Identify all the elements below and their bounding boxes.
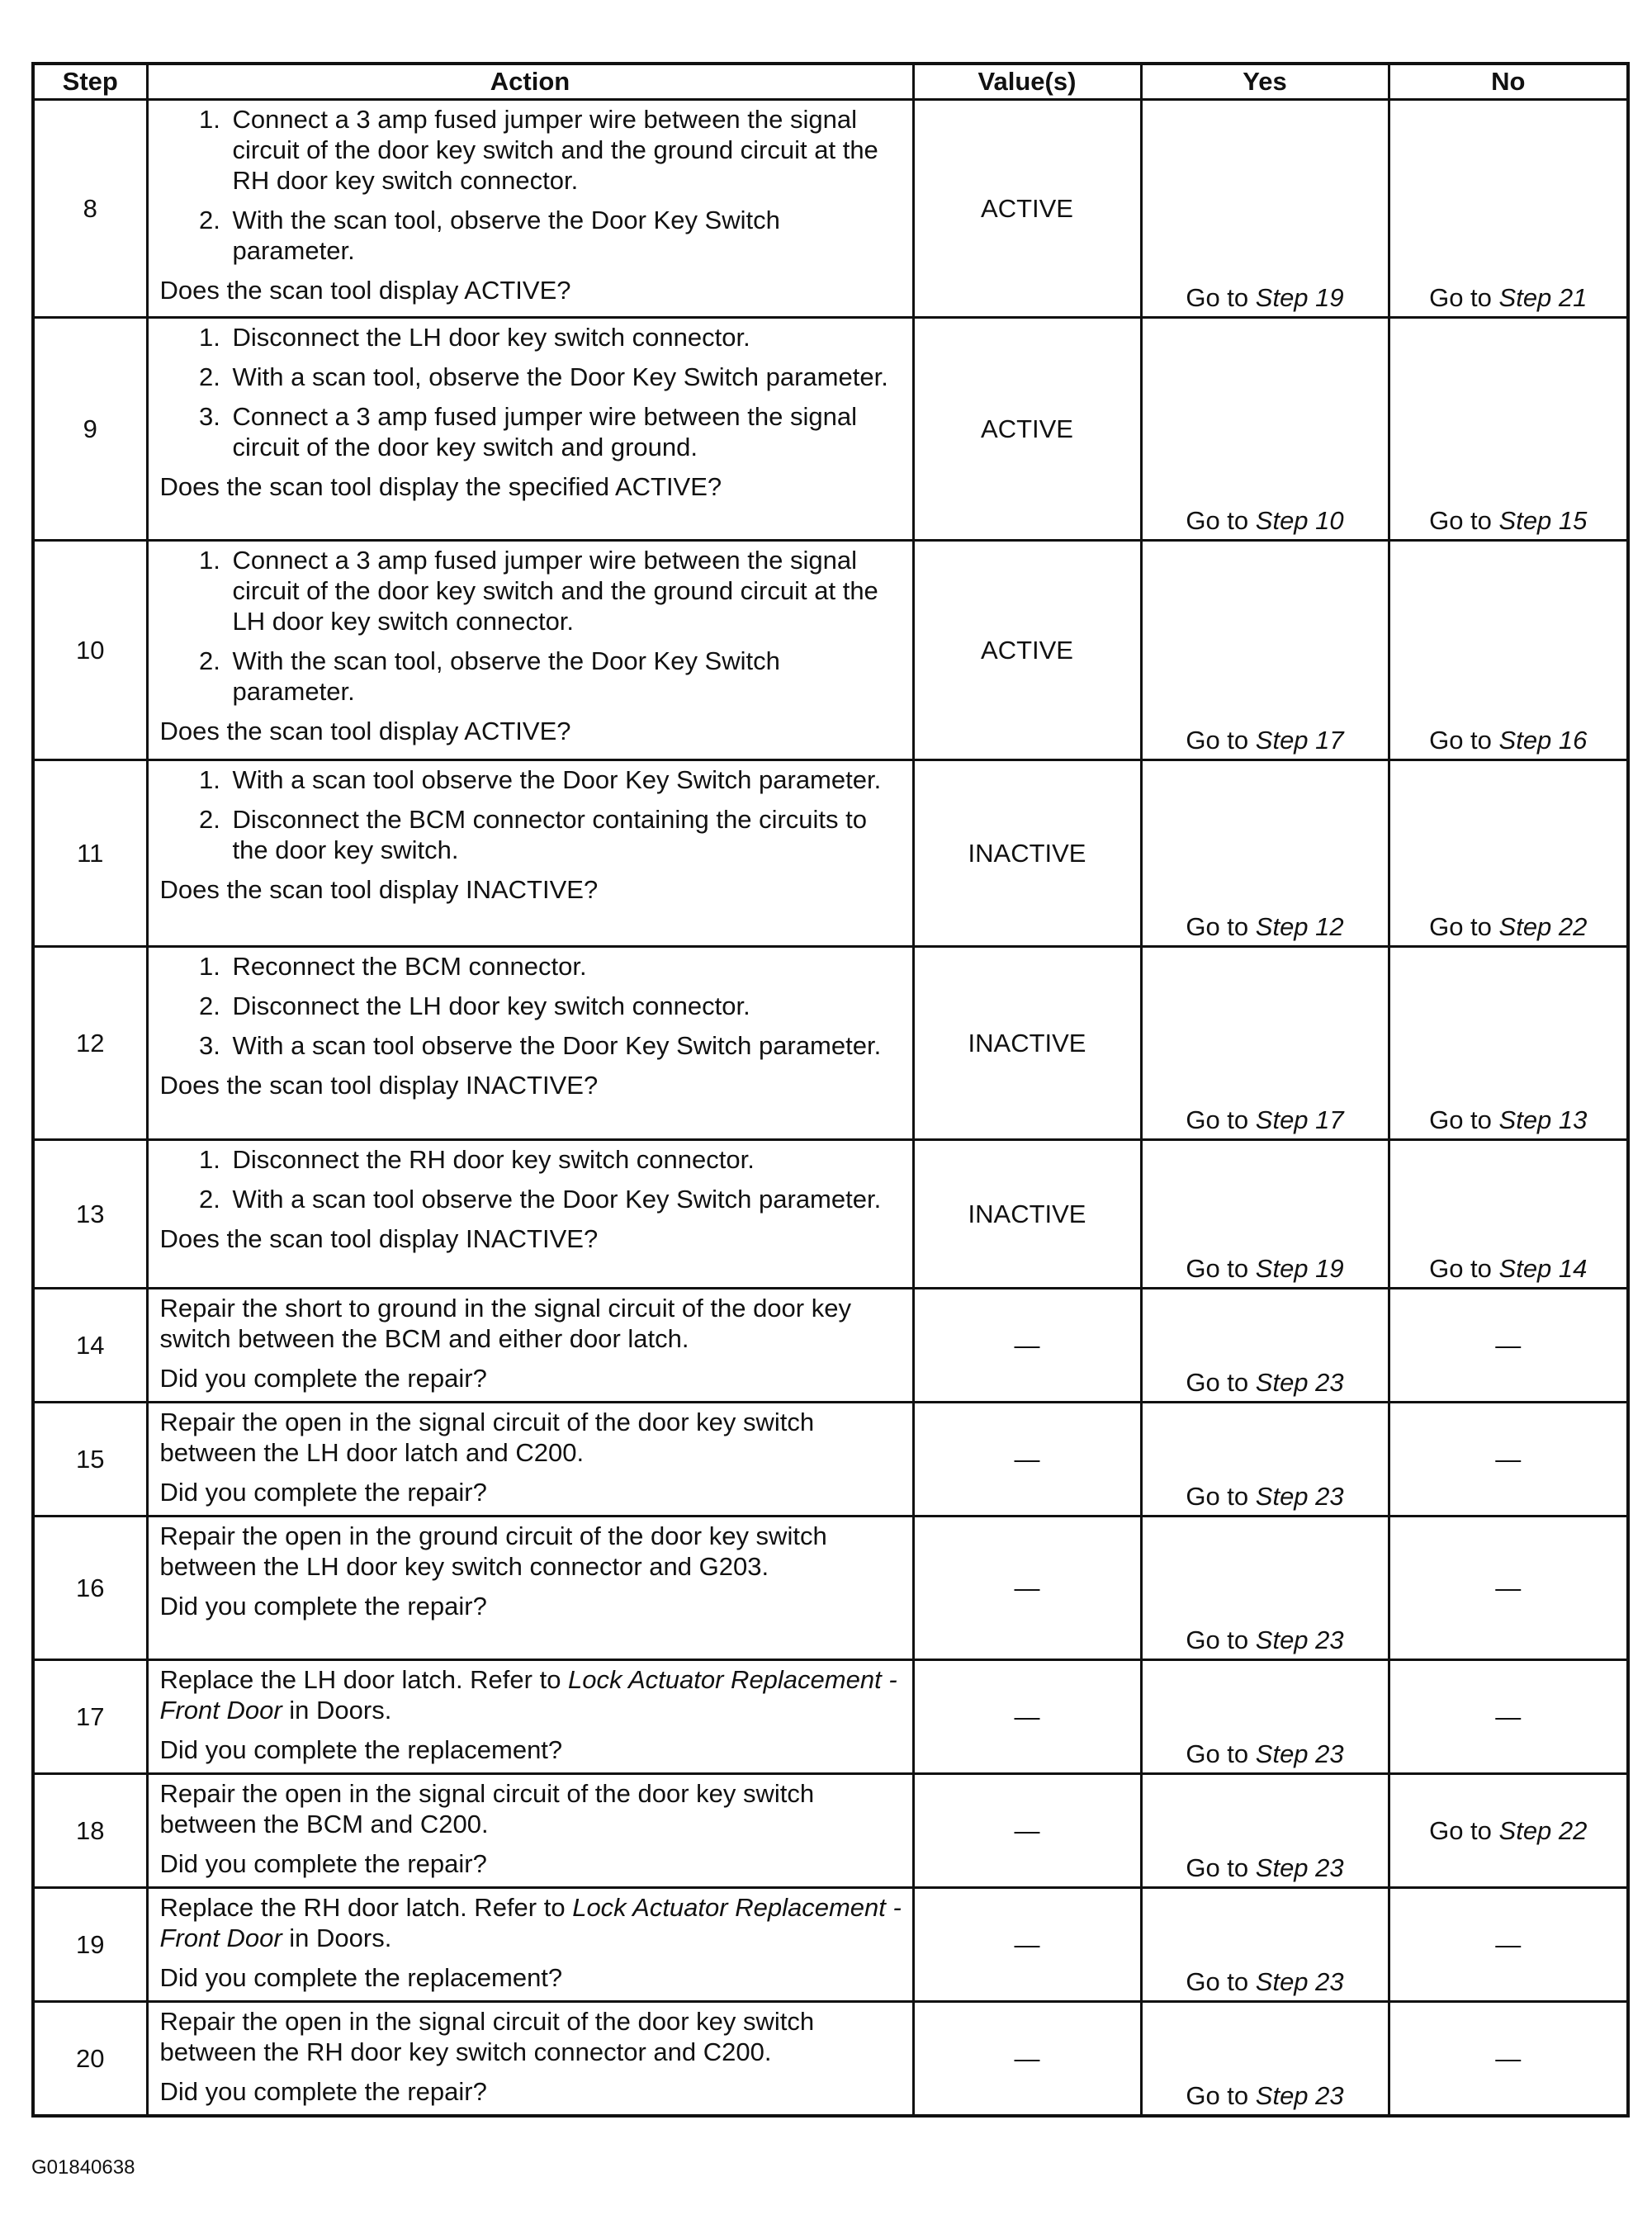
yes-cell <box>1141 1660 1389 1774</box>
table-body <box>33 100 1628 2116</box>
action-step: 1. Disconnect the LH door key switch connector. <box>228 322 904 353</box>
step-number: 15 <box>33 1403 147 1517</box>
action-cell <box>147 947 913 1140</box>
action-question: Does the scan tool display INACTIVE? <box>159 875 599 904</box>
table-row <box>33 947 1628 1140</box>
step-number: 13 <box>33 1140 147 1289</box>
table-row <box>33 1888 1628 2002</box>
header-no: No <box>1389 64 1628 100</box>
goto-text: Go to <box>1186 2080 1256 2110</box>
step-number: 9 <box>33 318 147 541</box>
no-cell: — <box>1389 1660 1628 1774</box>
action-cell <box>147 1660 913 1774</box>
step-number: 20 <box>33 2002 147 2116</box>
goto-step-link[interactable]: Step 21 <box>1498 283 1588 312</box>
action-question: Does the scan tool display the specified ACTIVE? <box>159 472 722 501</box>
goto-step-link[interactable]: Step 23 <box>1255 2080 1344 2110</box>
goto-step-link[interactable]: Step 13 <box>1498 1105 1588 1134</box>
no-cell <box>1389 760 1628 947</box>
table-row <box>33 1774 1628 1888</box>
goto-step-link[interactable]: Step 22 <box>1498 1816 1588 1845</box>
action-steps <box>160 322 904 462</box>
table-row <box>33 100 1628 318</box>
table-row <box>33 2002 1628 2116</box>
yes-cell <box>1141 760 1389 947</box>
yes-cell <box>1141 1140 1389 1289</box>
goto-text: Go to <box>1186 1105 1256 1134</box>
step-number: 10 <box>33 541 147 760</box>
action-step: 3. Connect a 3 amp fused jumper wire between the signal circuit of the door key switch and ground. <box>228 401 904 462</box>
procedure-reference: Lock Actuator Replacement - Front Door <box>159 1665 897 1725</box>
no-cell <box>1389 1140 1628 1289</box>
action-text: Repair the short to ground in the signal circuit of the door key switch between the BCM and either door latch. <box>159 1294 851 1353</box>
step-number: 8 <box>33 100 147 318</box>
goto-text: Go to <box>1186 726 1256 755</box>
action-step: 2. With a scan tool, observe the Door Key Switch parameter. <box>228 362 904 392</box>
step-number: 11 <box>33 760 147 947</box>
action-text-post: in Doors. <box>282 1696 392 1725</box>
action-cell <box>147 100 913 318</box>
goto-step-link[interactable]: Step 14 <box>1498 1254 1588 1283</box>
header-row <box>33 64 1628 100</box>
goto-step-link[interactable]: Step 15 <box>1498 506 1588 535</box>
no-cell <box>1389 100 1628 318</box>
value-cell: — <box>913 1517 1141 1660</box>
action-step: 2. With the scan tool, observe the Door Key Switch parameter. <box>228 646 904 707</box>
value-cell: — <box>913 1660 1141 1774</box>
action-question: Does the scan tool display ACTIVE? <box>159 276 571 305</box>
goto-text: Go to <box>1429 912 1499 941</box>
action-step: 1. With a scan tool observe the Door Key Switch parameter. <box>228 764 904 795</box>
no-cell <box>1389 947 1628 1140</box>
yes-cell <box>1141 541 1389 760</box>
goto-text: Go to <box>1186 1254 1256 1283</box>
goto-step-link[interactable]: Step 19 <box>1255 283 1344 312</box>
action-question: Did you complete the replacement? <box>159 1963 563 1992</box>
goto-text: Go to <box>1186 506 1256 535</box>
action-question: Does the scan tool display ACTIVE? <box>159 717 571 745</box>
no-cell: — <box>1389 1517 1628 1660</box>
yes-cell <box>1141 947 1389 1140</box>
action-question: Did you complete the repair? <box>159 1849 487 1878</box>
header-values: Value(s) <box>913 64 1141 100</box>
table-row <box>33 1289 1628 1403</box>
action-step: 1. Connect a 3 amp fused jumper wire between the signal circuit of the door key switch and the ground circuit at the LH door key switch connector. <box>228 545 904 636</box>
value-cell: — <box>913 1289 1141 1403</box>
no-cell: — <box>1389 1289 1628 1403</box>
action-steps <box>160 951 904 1061</box>
action-cell <box>147 1289 913 1403</box>
table-row <box>33 1140 1628 1289</box>
goto-text: Go to <box>1186 1482 1256 1511</box>
table-row <box>33 1403 1628 1517</box>
step-number: 18 <box>33 1774 147 1888</box>
action-step: 2. With the scan tool, observe the Door Key Switch parameter. <box>228 205 904 266</box>
action-step: 1. Disconnect the RH door key switch connector. <box>228 1144 904 1175</box>
action-text: Repair the open in the signal circuit of the door key switch between the RH door key switch connector and C200. <box>159 2007 815 2066</box>
action-cell <box>147 541 913 760</box>
action-question: Did you complete the repair? <box>159 1592 487 1621</box>
goto-text: Go to <box>1429 1254 1499 1283</box>
action-text-pre: Replace the RH door latch. Refer to <box>159 1893 573 1922</box>
goto-step-link[interactable]: Step 12 <box>1255 912 1344 941</box>
action-question: Does the scan tool display INACTIVE? <box>159 1071 599 1100</box>
goto-step-link[interactable]: Step 23 <box>1255 1368 1344 1397</box>
yes-cell <box>1141 100 1389 318</box>
yes-cell <box>1141 1289 1389 1403</box>
value-cell: — <box>913 1774 1141 1888</box>
goto-text: Go to <box>1429 726 1499 755</box>
value-cell: INACTIVE <box>913 1140 1141 1289</box>
header-action: Action <box>147 64 913 100</box>
action-steps <box>160 1144 904 1214</box>
yes-cell <box>1141 2002 1389 2116</box>
step-number: 16 <box>33 1517 147 1660</box>
action-question: Did you complete the repair? <box>159 2077 487 2106</box>
no-cell: — <box>1389 2002 1628 2116</box>
action-steps <box>160 104 904 266</box>
goto-step-link[interactable]: Step 23 <box>1255 1853 1344 1882</box>
procedure-reference: Lock Actuator Replacement - Front Door <box>159 1893 902 1952</box>
goto-text: Go to <box>1429 506 1499 535</box>
goto-step-link[interactable]: Step 16 <box>1498 726 1588 755</box>
action-cell <box>147 1403 913 1517</box>
value-cell: ACTIVE <box>913 318 1141 541</box>
action-question: Did you complete the repair? <box>159 1478 487 1507</box>
goto-text: Go to <box>1429 283 1499 312</box>
action-step: 3. With a scan tool observe the Door Key Switch parameter. <box>228 1030 904 1061</box>
action-cell <box>147 1888 913 2002</box>
action-cell <box>147 760 913 947</box>
action-cell <box>147 1517 913 1660</box>
yes-cell <box>1141 1403 1389 1517</box>
yes-cell <box>1141 1888 1389 2002</box>
action-text <box>160 1892 904 1953</box>
action-cell <box>147 1140 913 1289</box>
header-step: Step <box>33 64 147 100</box>
goto-step-link[interactable]: Step 23 <box>1255 1739 1344 1768</box>
table-row <box>33 760 1628 947</box>
goto-text: Go to <box>1429 1105 1499 1134</box>
value-cell: — <box>913 2002 1141 2116</box>
figure-code: G01840638 <box>31 2156 135 2179</box>
value-cell: INACTIVE <box>913 760 1141 947</box>
value-cell: — <box>913 1403 1141 1517</box>
value-cell: — <box>913 1888 1141 2002</box>
goto-step-link[interactable]: Step 17 <box>1255 726 1344 755</box>
action-text: Repair the open in the ground circuit of the door key switch between the LH door key switch connector and G203. <box>159 1521 827 1581</box>
yes-cell <box>1141 1517 1389 1660</box>
goto-text: Go to <box>1186 1853 1256 1882</box>
table-row <box>33 1660 1628 1774</box>
action-question: Did you complete the replacement? <box>159 1735 563 1764</box>
action-step: 1. Connect a 3 amp fused jumper wire between the signal circuit of the door key switch and the ground circuit at the RH door key switch connector. <box>228 104 904 196</box>
action-cell <box>147 1774 913 1888</box>
table-row <box>33 1517 1628 1660</box>
step-number: 17 <box>33 1660 147 1774</box>
step-number: 12 <box>33 947 147 1140</box>
goto-step-link[interactable]: Step 23 <box>1255 1482 1344 1511</box>
step-number: 19 <box>33 1888 147 2002</box>
goto-text: Go to <box>1186 912 1256 941</box>
action-text-post: in Doors. <box>282 1924 392 1952</box>
goto-text: Go to <box>1186 283 1256 312</box>
goto-step-link[interactable]: Step 10 <box>1255 506 1344 535</box>
no-cell <box>1389 541 1628 760</box>
goto-text: Go to <box>1186 1739 1256 1768</box>
action-step: 2. Disconnect the BCM connector containing the circuits to the door key switch. <box>228 804 904 865</box>
table-row <box>33 318 1628 541</box>
no-cell <box>1389 318 1628 541</box>
action-text: Repair the open in the signal circuit of the door key switch between the LH door latch and C200. <box>159 1408 815 1467</box>
no-cell: — <box>1389 1403 1628 1517</box>
value-cell: INACTIVE <box>913 947 1141 1140</box>
action-steps <box>160 545 904 707</box>
action-question: Does the scan tool display INACTIVE? <box>159 1224 599 1253</box>
step-number: 14 <box>33 1289 147 1403</box>
goto-text: Go to <box>1186 1368 1256 1397</box>
header-yes: Yes <box>1141 64 1389 100</box>
goto-step-link[interactable]: Step 23 <box>1255 1967 1344 1996</box>
goto-step-link[interactable]: Step 19 <box>1255 1254 1344 1283</box>
goto-text: Go to <box>1429 1816 1499 1845</box>
action-question: Did you complete the repair? <box>159 1364 487 1393</box>
goto-text: Go to <box>1186 1967 1256 1996</box>
goto-step-link[interactable]: Step 17 <box>1255 1105 1344 1134</box>
action-text: Repair the open in the signal circuit of the door key switch between the BCM and C200. <box>159 1779 815 1838</box>
no-cell <box>1389 1774 1628 1888</box>
action-step: 2. With a scan tool observe the Door Key Switch parameter. <box>228 1184 904 1214</box>
goto-text: Go to <box>1186 1625 1256 1654</box>
action-cell <box>147 318 913 541</box>
action-cell <box>147 2002 913 2116</box>
yes-cell <box>1141 1774 1389 1888</box>
action-step: 2. Disconnect the LH door key switch connector. <box>228 991 904 1021</box>
table-row <box>33 541 1628 760</box>
diagnostic-table <box>31 62 1630 2118</box>
goto-step-link[interactable]: Step 23 <box>1255 1625 1344 1654</box>
no-cell: — <box>1389 1888 1628 2002</box>
value-cell: ACTIVE <box>913 100 1141 318</box>
action-steps <box>160 764 904 865</box>
yes-cell <box>1141 318 1389 541</box>
action-step: 1. Reconnect the BCM connector. <box>228 951 904 982</box>
action-text <box>160 1664 904 1725</box>
action-text-pre: Replace the LH door latch. Refer to <box>159 1665 569 1694</box>
value-cell: ACTIVE <box>913 541 1141 760</box>
goto-step-link[interactable]: Step 22 <box>1498 912 1588 941</box>
